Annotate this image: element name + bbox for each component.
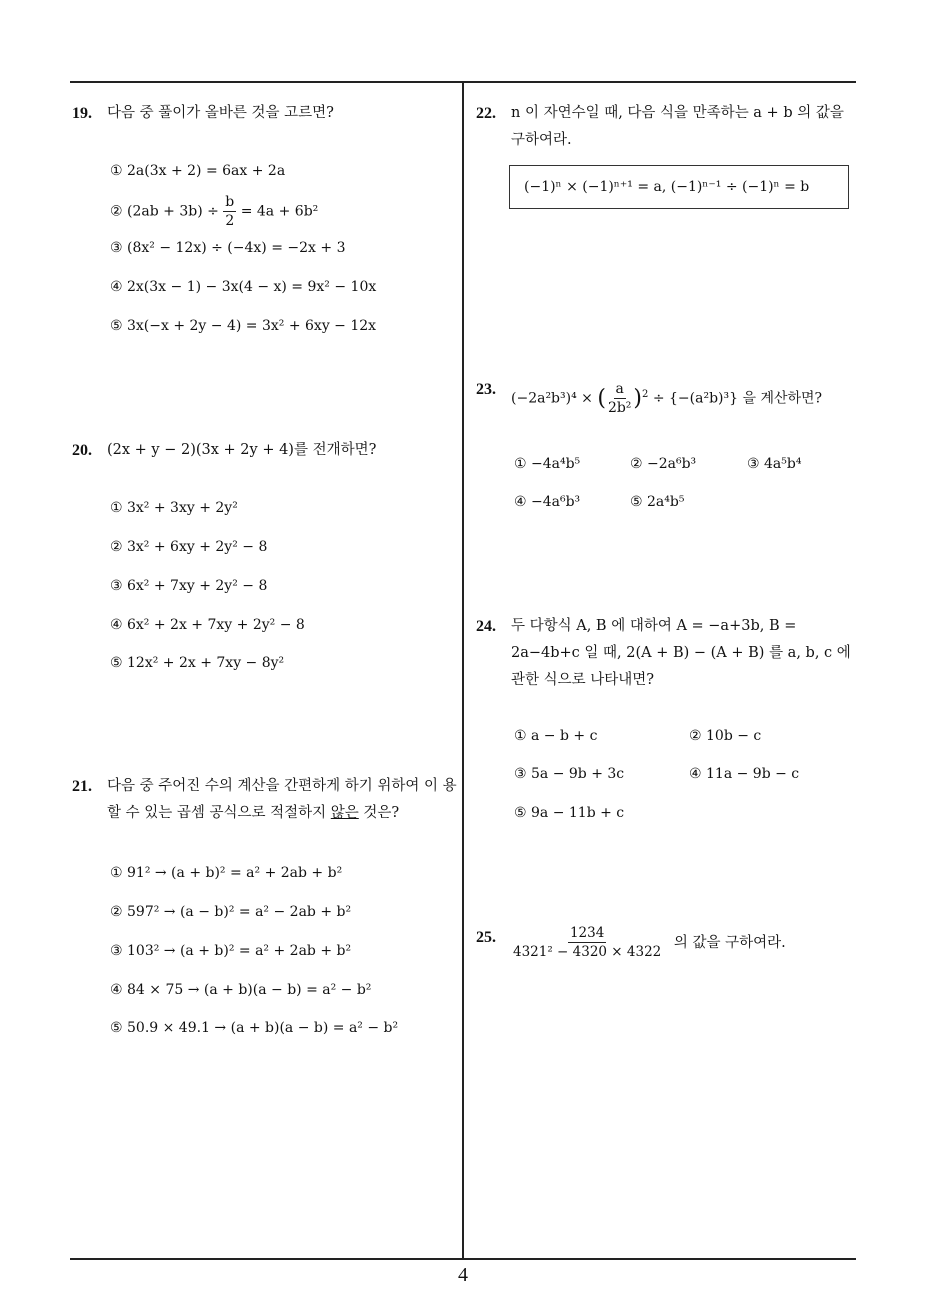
paren-right: ): [633, 386, 643, 411]
question-number: 25.: [476, 929, 496, 946]
question-text: [476, 376, 866, 417]
question-text-a: 다음 중 주어진 수의 계산을 간편하게 하기 위하여 이 용할 수 있는 곱셈 공식으로 적절하지: [107, 778, 457, 821]
option-19-5[interactable]: ⑤ 3x(−x + 2y − 4) = 3x² + 6xy − 12x: [110, 318, 377, 334]
question-22: [476, 100, 861, 154]
option-24-2[interactable]: ② 10b − c: [689, 728, 762, 744]
question-number: 22.: [476, 105, 496, 122]
denominator: 4321² − 4320 × 4322: [513, 944, 662, 960]
question-20: [72, 437, 452, 464]
question-text: n 이 자연수일 때, 다음 식을 만족하는 a + b 의 값을 구하여라.: [511, 105, 844, 148]
question-text: 두 다항식 A, B 에 대하여 A = −a+3b, B = 2a−4b+c 일 때, 2(A + B) − (A + B) 를 a, b, c 에 관한 식으로 나타내면?: [511, 618, 851, 688]
option-21-2[interactable]: ② 597² → (a − b)² = a² − 2ab + b²: [110, 904, 352, 920]
question-text: [476, 924, 866, 961]
option-mark: ②: [110, 203, 123, 220]
option-19-3[interactable]: ③ (8x² − 12x) ÷ (−4x) = −2x + 3: [110, 240, 346, 256]
paren-left: (: [597, 386, 606, 411]
column-divider: [462, 83, 464, 1259]
underlined-word: 않은: [330, 805, 359, 821]
denominator: 2b²: [607, 400, 632, 416]
bottom-rule: [70, 1258, 856, 1260]
question-19: [72, 100, 452, 127]
option-21-3[interactable]: ③ 103² → (a + b)² = a² + 2ab + b²: [110, 943, 352, 959]
question-number: 20.: [72, 442, 92, 459]
denominator: 2: [225, 213, 235, 229]
numerator: b: [225, 194, 235, 210]
exponent: 2: [642, 388, 649, 400]
equation-box: (−1)ⁿ × (−1)ⁿ⁺¹ = a, (−1)ⁿ⁻¹ ÷ (−1)ⁿ = b: [509, 165, 849, 209]
option-23-4[interactable]: ④ −4a⁶b³: [514, 494, 581, 510]
question-23: [476, 376, 866, 417]
option-19-2[interactable]: [110, 193, 318, 230]
option-21-4[interactable]: ④ 84 × 75 → (a + b)(a − b) = a² − b²: [110, 982, 372, 998]
expr-left: (−2a²b³)⁴ ×: [511, 390, 593, 407]
question-tail: 의 값을 구하여라.: [673, 934, 786, 951]
option-20-1[interactable]: ① 3x² + 3xy + 2y²: [110, 500, 238, 516]
option-21-1[interactable]: ① 91² → (a + b)² = a² + 2ab + b²: [110, 865, 343, 881]
option-24-5[interactable]: ⑤ 9a − 11b + c: [514, 805, 625, 821]
numerator: 1234: [569, 925, 605, 941]
option-20-3[interactable]: ③ 6x² + 7xy + 2y² − 8: [110, 578, 268, 594]
option-24-3[interactable]: ③ 5a − 9b + 3c: [514, 766, 625, 782]
option-19-4[interactable]: ④ 2x(3x − 1) − 3x(4 − x) = 9x² − 10x: [110, 279, 377, 295]
option-23-1[interactable]: ① −4a⁴b⁵: [514, 456, 581, 472]
question-text: [72, 773, 457, 827]
expr-right: ÷ {−(a²b)³} 을 계산하면?: [652, 390, 823, 407]
option-21-5[interactable]: ⑤ 50.9 × 49.1 → (a + b)(a − b) = a² − b²: [110, 1020, 399, 1036]
option-23-5[interactable]: ⑤ 2a⁴b⁵: [630, 494, 685, 510]
option-expr-left: (2ab + 3b) ÷: [127, 203, 219, 220]
question-text: 다음 중 풀이가 올바른 것을 고르면?: [107, 105, 334, 121]
question-number: 21.: [72, 778, 92, 795]
option-23-2[interactable]: ② −2a⁶b³: [630, 456, 697, 472]
option-23-3[interactable]: ③ 4a⁵b⁴: [747, 456, 802, 472]
page-number: 4: [458, 1264, 468, 1286]
fraction: [223, 193, 236, 230]
fraction: [606, 380, 633, 417]
question-21: [72, 773, 457, 827]
option-20-4[interactable]: ④ 6x² + 2x + 7xy + 2y² − 8: [110, 617, 305, 633]
question-24: [476, 613, 866, 694]
question-text-b: 것은?: [358, 805, 400, 821]
option-24-1[interactable]: ① a − b + c: [514, 728, 598, 744]
question-number: 19.: [72, 105, 92, 122]
fraction: [511, 924, 663, 961]
option-20-2[interactable]: ② 3x² + 6xy + 2y² − 8: [110, 539, 268, 555]
question-text: (2x + y − 2)(3x + 2y + 4)를 전개하면?: [107, 442, 377, 458]
question-25: [476, 924, 866, 961]
option-20-5[interactable]: ⑤ 12x² + 2x + 7xy − 8y²: [110, 655, 285, 671]
option-expr-right: = 4a + 6b²: [240, 203, 319, 220]
option-24-4[interactable]: ④ 11a − 9b − c: [689, 766, 800, 782]
option-19-1[interactable]: ① 2a(3x + 2) = 6ax + 2a: [110, 163, 286, 179]
question-number: 24.: [476, 618, 496, 635]
question-number: 23.: [476, 381, 496, 398]
numerator: a: [615, 381, 624, 397]
